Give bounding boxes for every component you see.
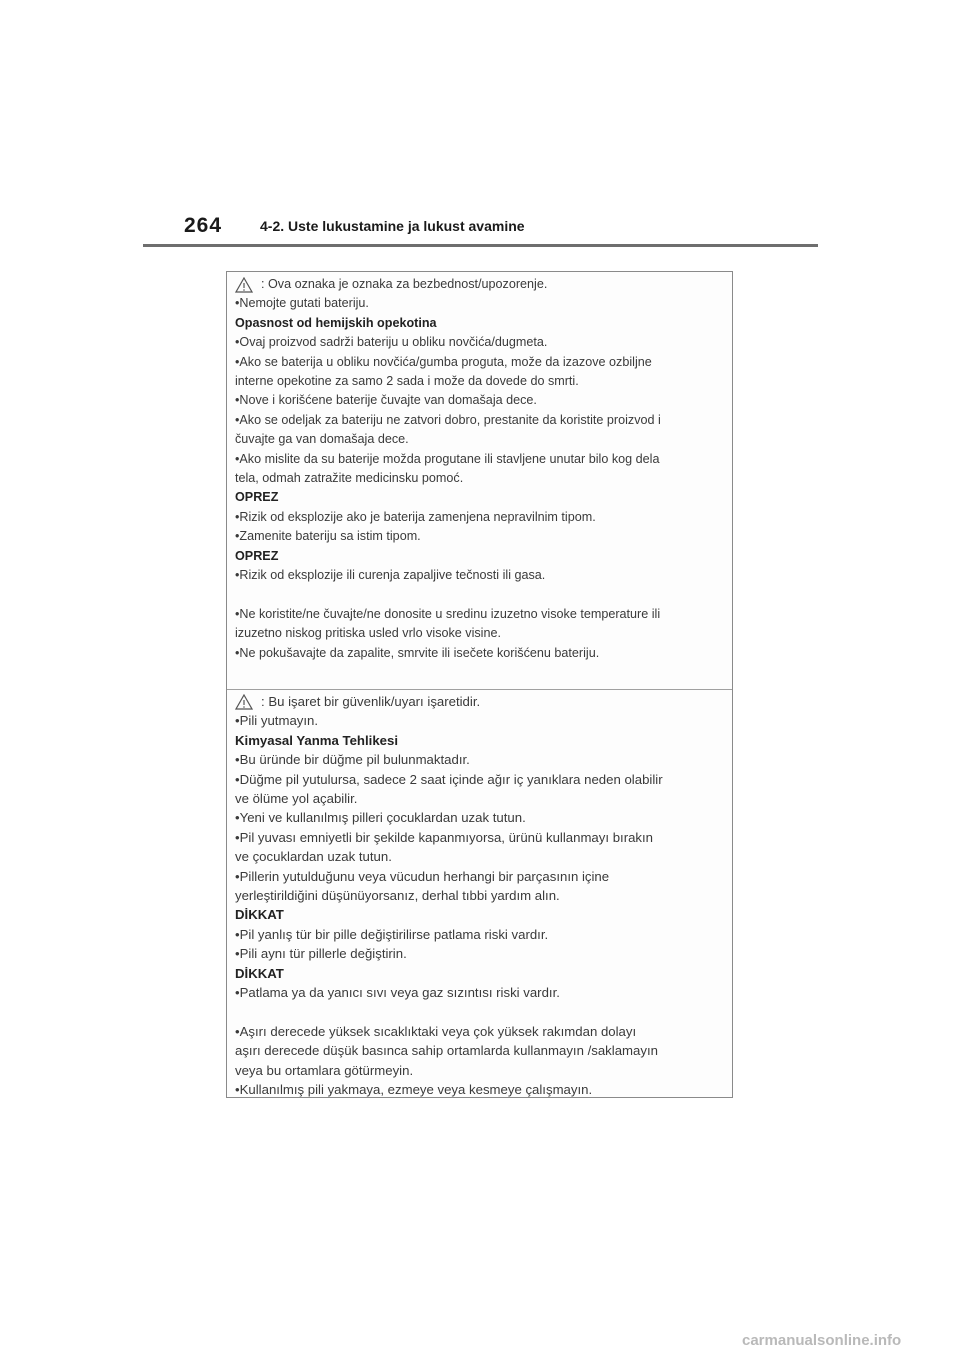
section-turkish bbox=[227, 692, 732, 1100]
warning-text: : Ova oznaka je oznaka za bezbednost/upozorenje. bbox=[261, 277, 548, 291]
warning-line-serbian bbox=[235, 275, 726, 294]
text-line: •Patlama ya da yanıcı sıvı veya gaz sızıntısı riski vardır. bbox=[235, 985, 560, 1001]
header-rule bbox=[143, 244, 818, 247]
text-line: •Pillerin yutulduğunu veya vücudun herhangi bir parçasının içine bbox=[235, 868, 610, 884]
text-line: •Ne pokušavajte da zapalite, smrvite ili isečete korišćenu bateriju. bbox=[235, 645, 600, 660]
text-line: •Rizik od eksplozije ili curenja zapaljive tečnosti ili gasa. bbox=[235, 568, 546, 583]
text-line: •Zamenite bateriju sa istim tipom. bbox=[235, 529, 421, 544]
text-line: •Ne koristite/ne čuvajte/ne donosite u sredinu izuzetno visoke temperature ili bbox=[235, 606, 661, 621]
warning-text: : Bu işaret bir güvenlik/uyarı işaretidir. bbox=[261, 694, 481, 709]
section-divider bbox=[227, 689, 732, 690]
text-line: ve ölüme yol açabilir. bbox=[235, 791, 358, 807]
warning-box bbox=[226, 271, 733, 1098]
text-line: •Pili yutmayın. bbox=[235, 713, 319, 729]
warning-triangle-icon bbox=[235, 277, 253, 293]
text-line: interne opekotine za samo 2 sada i može da dovede do smrti. bbox=[235, 374, 579, 389]
section-heading: DİKKAT bbox=[235, 965, 284, 981]
page-number: 264 bbox=[184, 214, 223, 237]
text-line: •Yeni ve kullanılmış pilleri çocuklardan uzak tutun. bbox=[235, 810, 526, 826]
text-line: •Bu üründe bir düğme pil bulunmaktadır. bbox=[235, 752, 470, 768]
section-serbian bbox=[227, 275, 732, 663]
text-line: tela, odmah zatražite medicinsku pomoć. bbox=[235, 471, 464, 486]
section-heading: OPREZ bbox=[235, 548, 279, 563]
text-line: ve çocuklardan uzak tutun. bbox=[235, 849, 392, 865]
text-line: •Aşırı derecede yüksek sıcaklıktaki veya çok yüksek rakımdan dolayı bbox=[235, 1023, 637, 1039]
warning-triangle-icon bbox=[235, 694, 253, 710]
text-line: •Kullanılmış pili yakmaya, ezmeye veya kesmeye çalışmayın. bbox=[235, 1082, 593, 1098]
text-line: •Ako se odeljak za bateriju ne zatvori dobro, prestanite da koristite proizvod i bbox=[235, 412, 661, 427]
text-line: •Pil yanlış tür bir pille değiştirilirse patlama riski vardır. bbox=[235, 926, 549, 942]
watermark: carmanualsonline.info bbox=[742, 1332, 902, 1349]
text-line: •Pil yuvası emniyetli bir şekilde kapanmıyorsa, ürünü kullanmayı bırakın bbox=[235, 829, 654, 845]
text-line: •Nemojte gutati bateriju. bbox=[235, 296, 369, 311]
text-line: aşırı derecede düşük basınca sahip ortamlarda kullanmayın /saklamayın bbox=[235, 1043, 658, 1059]
text-line: •Ako se baterija u obliku novčića/gumba proguta, može da izazove ozbiljne bbox=[235, 354, 652, 369]
page-header bbox=[0, 0, 960, 250]
text-line: čuvajte ga van domašaja dece. bbox=[235, 432, 409, 447]
turkish-lines bbox=[235, 711, 726, 1099]
text-line: veya bu ortamlara götürmeyin. bbox=[235, 1062, 414, 1078]
text-line: •Ako mislite da su baterije možda progutane ili stavljene unutar bilo kog dela bbox=[235, 451, 660, 466]
warning-line-turkish bbox=[235, 692, 726, 711]
text-line: izuzetno niskog pritiska usled vrlo visoke visine. bbox=[235, 626, 501, 641]
section-heading: DİKKAT bbox=[235, 907, 284, 923]
text-line: •Ovaj proizvod sadrži bateriju u obliku novčića/dugmeta. bbox=[235, 335, 548, 350]
section-heading: Kimyasal Yanma Tehlikesi bbox=[235, 732, 398, 748]
section-heading: Opasnost od hemijskih opekotina bbox=[235, 315, 437, 330]
chapter-title: 4-2. Uste lukustamine ja lukust avamine bbox=[260, 218, 525, 234]
text-line: •Rizik od eksplozije ako je baterija zamenjena nepravilnim tipom. bbox=[235, 509, 596, 524]
text-line: •Nove i korišćene baterije čuvajte van domašaja dece. bbox=[235, 393, 537, 408]
serbian-lines bbox=[235, 294, 726, 663]
section-heading: OPREZ bbox=[235, 490, 279, 505]
text-line: •Pili aynı tür pillerle değiştirin. bbox=[235, 946, 407, 962]
text-line: yerleştirildiğini düşünüyorsanız, derhal tıbbi yardım alın. bbox=[235, 888, 560, 904]
text-line: •Düğme pil yutulursa, sadece 2 saat içinde ağır iç yanıklara neden olabilir bbox=[235, 771, 663, 787]
